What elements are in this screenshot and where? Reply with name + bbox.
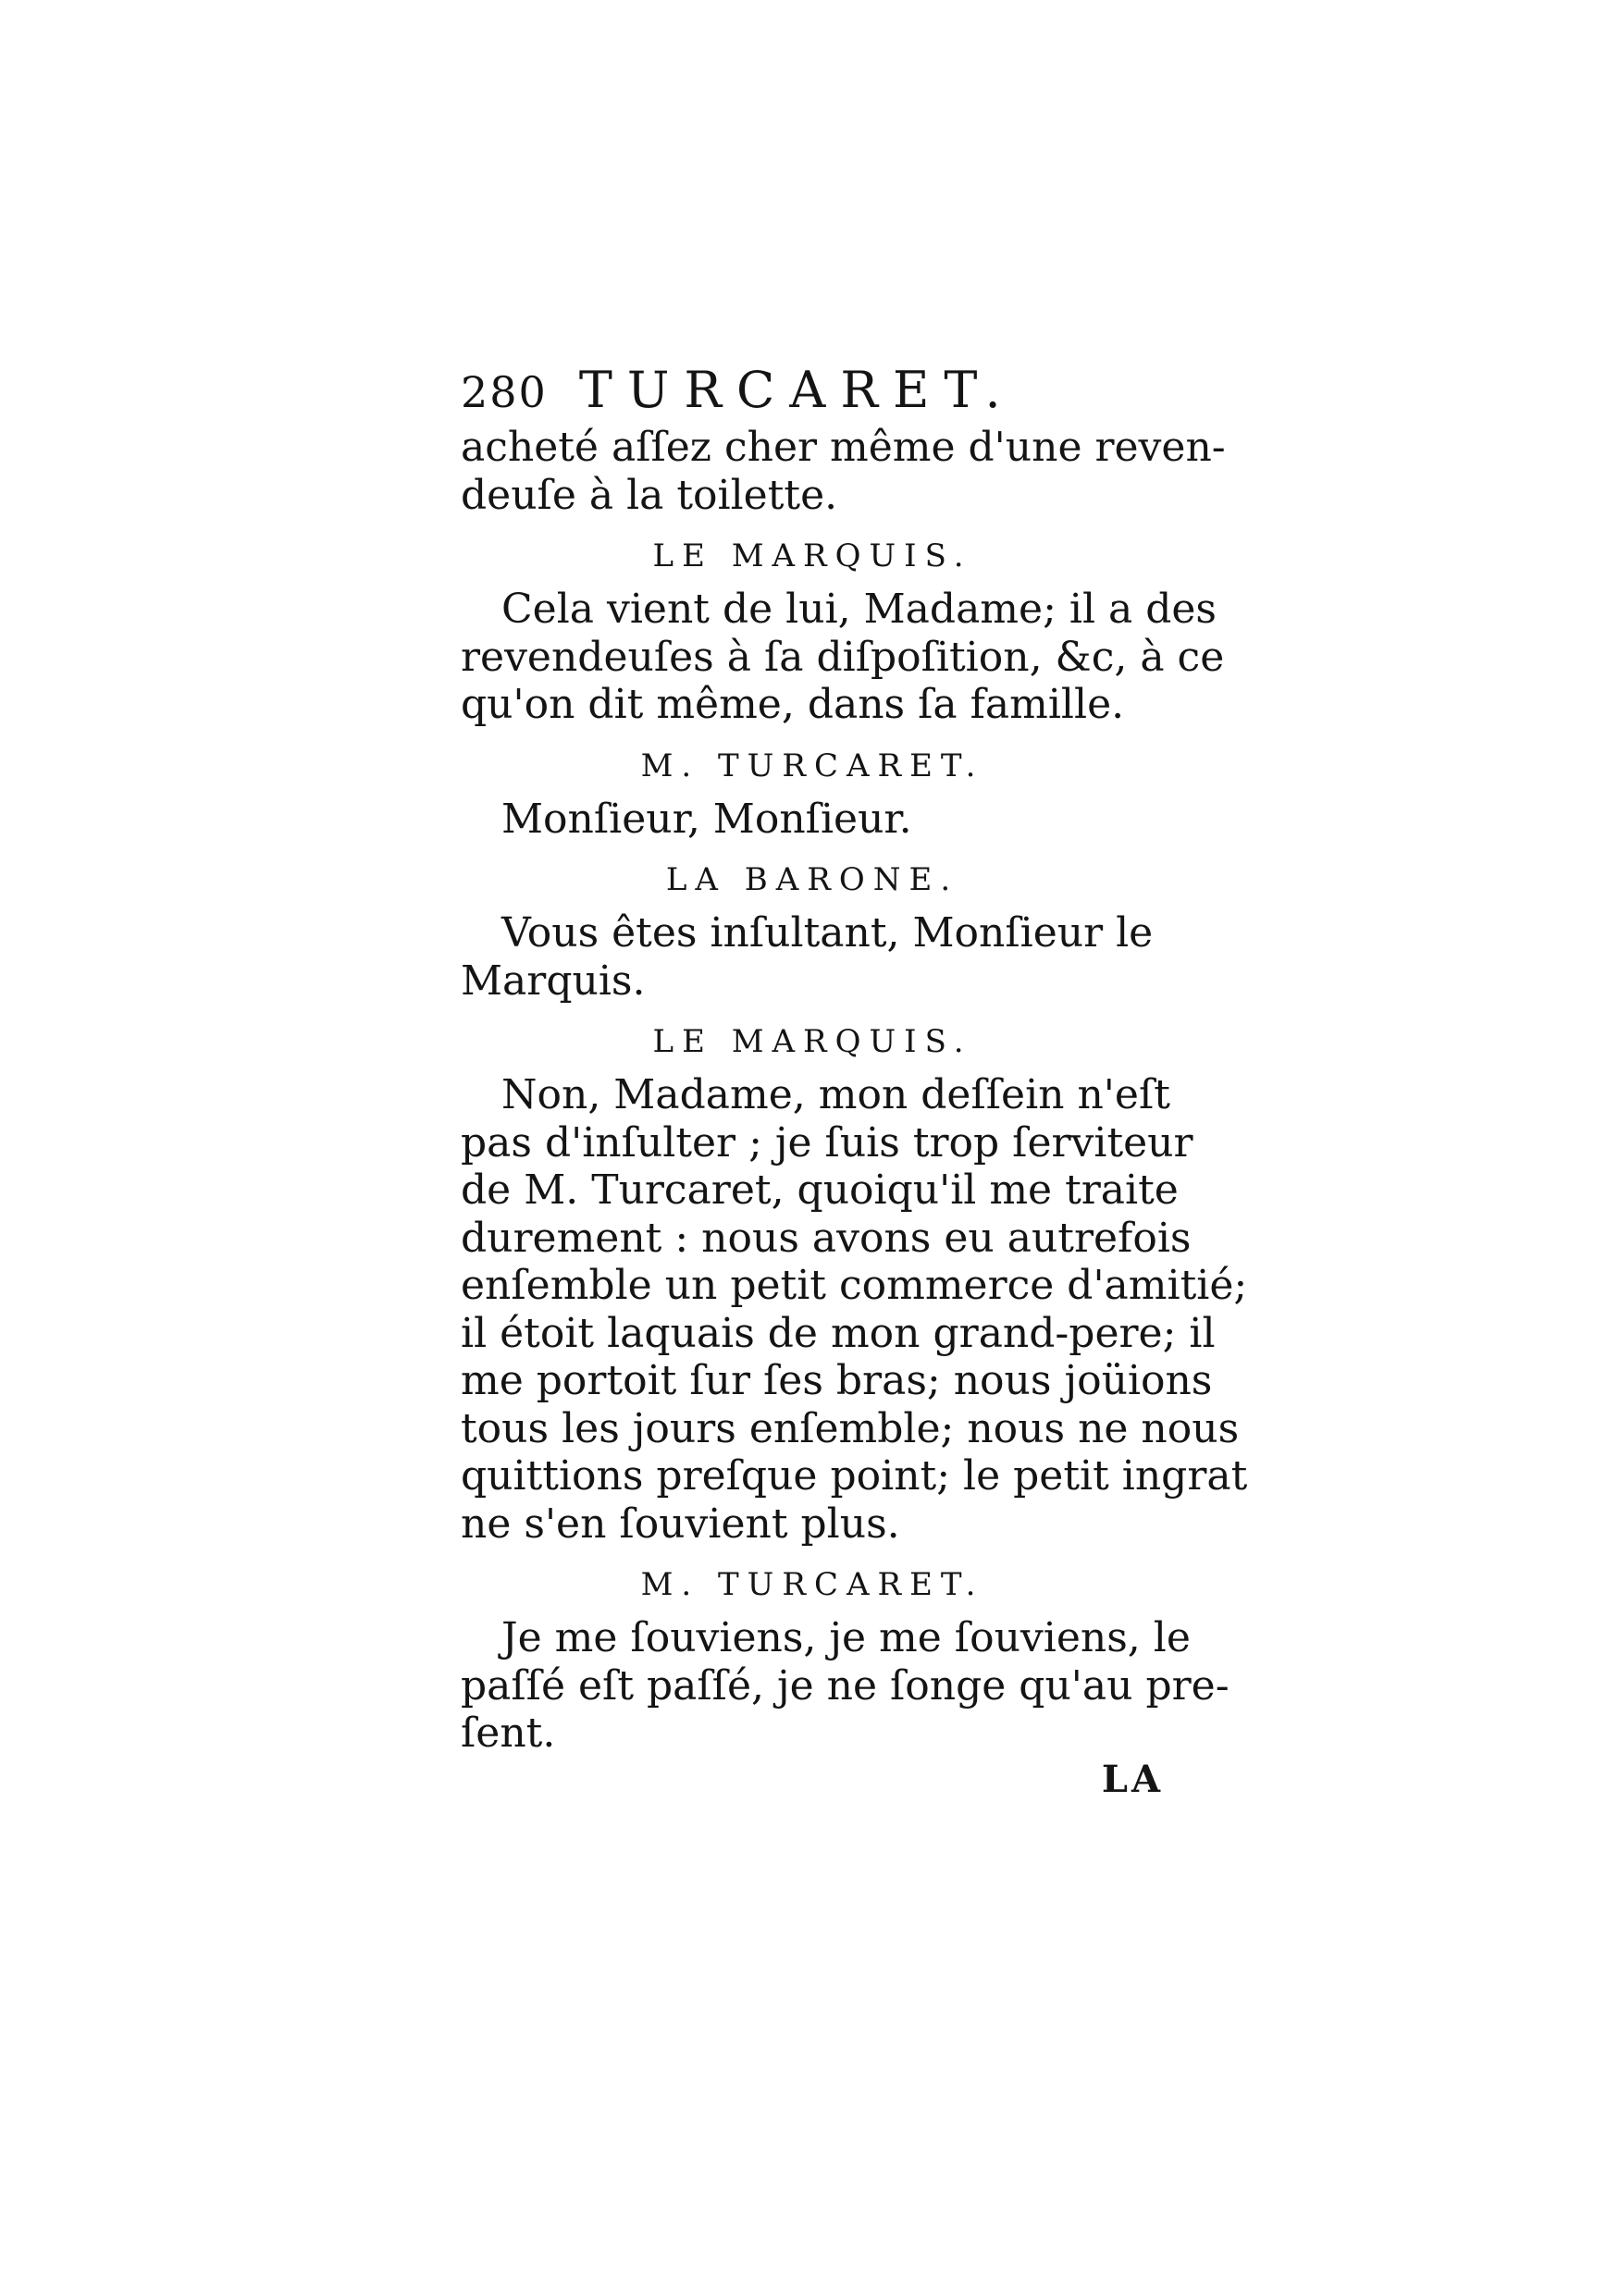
text-line: Je me ſouviens, je me ſouviens, le [501,1614,1191,1661]
speech-paragraph [461,909,1164,1005]
text-line: qu'on dit même, dans ſa famille. [461,681,1125,728]
play-text [461,424,1248,1758]
text-line: enſemble un petit commerce d'amitié; [461,1262,1248,1309]
text-line: Cela vient de lui, Madame; il a des [501,586,1217,633]
text-line: me portoit ſur ſes bras; nous joüions [461,1357,1213,1404]
speech-paragraph [461,586,1225,729]
speaker-name: LE MARQUIS. [652,537,972,574]
text-line: il étoit laquais de mon grand-pere; il [461,1309,1216,1357]
speaker-name: LE MARQUIS. [652,1023,972,1060]
text-block [461,361,1248,1801]
text-line: de M. Turcaret, quoiqu'il me traite [461,1167,1179,1214]
text-line: pas d'inſulter ; je ſuis trop ſerviteur [461,1118,1193,1167]
page-number: 280 [461,367,548,417]
speaker-name: M. TURCARET. [640,1566,984,1603]
running-header [461,361,1164,424]
speech-paragraph [461,796,1164,844]
speaker-name: M. TURCARET. [640,747,984,784]
text-line: tous les jours enſemble; nous ne nous [461,1404,1240,1452]
text-line: ne s'en ſouvient plus. [461,1500,900,1548]
speech-paragraph [461,1071,1248,1548]
text-line: Vous êtes inſultant, Monſieur le [501,909,1154,957]
speech-paragraph [461,1614,1230,1758]
text-line: revendeuſes à ſa diſpoſition, &c, à ce [461,633,1225,681]
speech-paragraph [461,424,1226,519]
text-line: Monſieur, Monſieur. [501,795,912,843]
running-title: TURCARET. [578,361,1016,419]
text-line: Non, Madame, mon deſſein n'eſt [501,1071,1170,1118]
text-line: Marquis. [461,957,646,1005]
text-line: deuſe à la toilette. [461,471,838,519]
text-line: paſſé eſt paſſé, je ne ſonge qu'au pre- [461,1661,1230,1710]
text-line: quittions preſque point; le petit ingrat [461,1452,1248,1500]
catchword: LA [1101,1757,1164,1801]
text-line: ſent. [461,1710,556,1757]
speaker-name: LA BARONE. [665,861,959,898]
text-line: durement : nous avons eu autrefois [461,1214,1192,1262]
text-line: acheté aſſez cher même d'une reven- [461,424,1226,471]
